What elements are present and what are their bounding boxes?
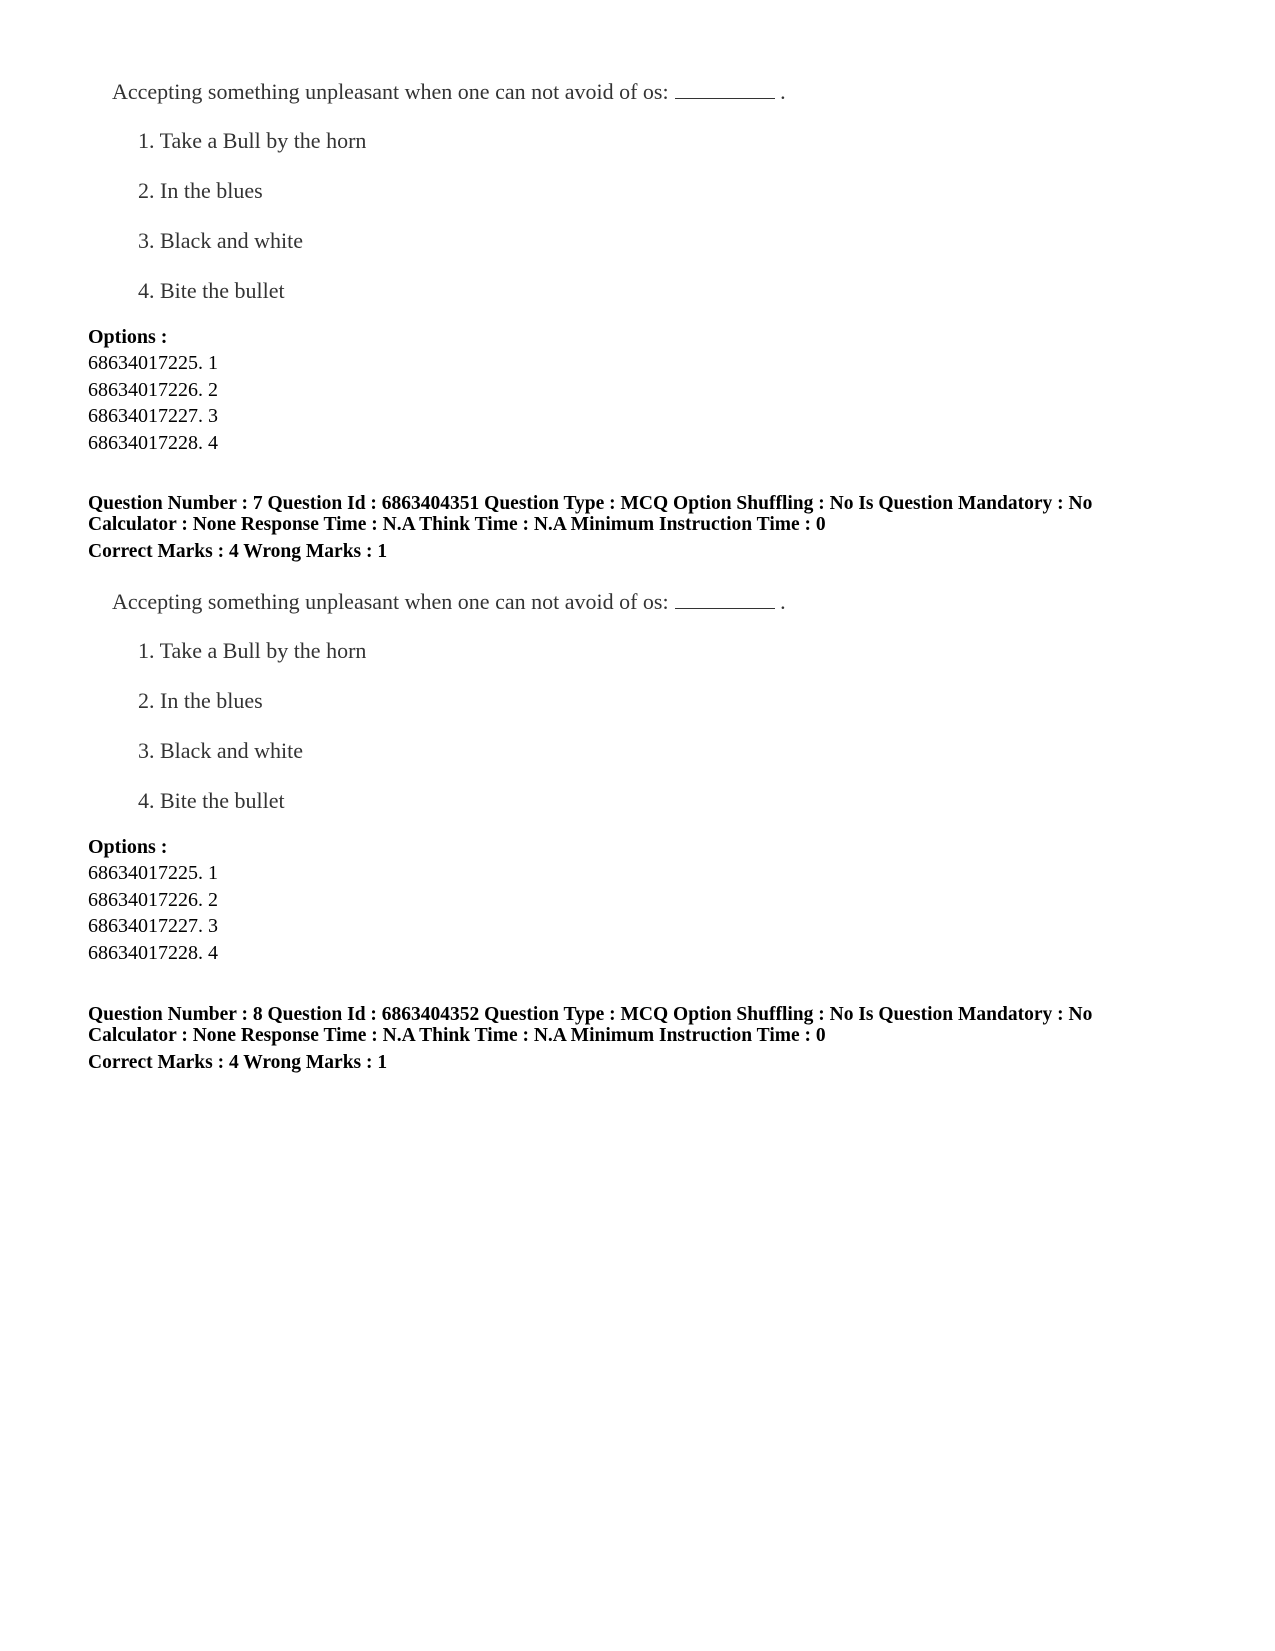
question-stem	[112, 588, 912, 616]
question-8-marks: Correct Marks : 4 Wrong Marks : 1	[88, 1052, 388, 1073]
choice-item: 1. Take a Bull by the horn	[138, 638, 367, 663]
option-item: 68634017226. 2	[88, 378, 218, 401]
question-meta-line: Calculator : None Response Time : N.A Think Time : N.A Minimum Instruction Time : 0	[88, 514, 826, 535]
question-stem-end: .	[780, 589, 786, 614]
question-meta-line: Question Number : 7 Question Id : 6863404351 Question Type : MCQ Option Shuffling : No Is Question Mandatory : No	[88, 493, 1093, 514]
question-stem	[112, 78, 912, 106]
choice-item: 2. In the blues	[138, 178, 263, 203]
option-item: 68634017226. 2	[88, 888, 218, 911]
question-stem-text: Accepting something unpleasant when one can not avoid of os:	[112, 79, 669, 104]
option-item: 68634017227. 3	[88, 405, 218, 427]
answer-blank	[675, 80, 775, 99]
options-list	[88, 860, 218, 966]
question-6-image	[112, 78, 912, 303]
question-8-meta	[88, 1004, 1208, 1046]
options-heading: Options :	[88, 326, 168, 348]
option-item: 68634017225. 1	[88, 352, 218, 374]
choice-item: 4. Bite the bullet	[138, 278, 285, 303]
choice-item: 1. Take a Bull by the horn	[138, 128, 367, 153]
option-item: 68634017228. 4	[88, 941, 218, 964]
choice-item: 4. Bite the bullet	[138, 788, 285, 813]
question-stem-text: Accepting something unpleasant when one can not avoid of os:	[112, 589, 669, 614]
choice-item: 2. In the blues	[138, 688, 263, 713]
question-7-marks: Correct Marks : 4 Wrong Marks : 1	[88, 541, 388, 562]
option-item: 68634017225. 1	[88, 862, 218, 884]
question-7-meta	[88, 493, 1208, 535]
option-item: 68634017227. 3	[88, 915, 218, 937]
options-list	[88, 350, 218, 456]
option-item: 68634017228. 4	[88, 431, 218, 454]
choice-item: 3. Black and white	[138, 228, 303, 253]
question-stem-end: .	[780, 79, 786, 104]
question-meta-line: Calculator : None Response Time : N.A Think Time : N.A Minimum Instruction Time : 0	[88, 1025, 826, 1046]
question-7-image	[112, 588, 912, 813]
choice-item: 3. Black and white	[138, 738, 303, 763]
question-meta-line: Question Number : 8 Question Id : 6863404352 Question Type : MCQ Option Shuffling : No Is Question Mandatory : No	[88, 1004, 1093, 1025]
answer-blank	[675, 590, 775, 609]
options-heading: Options :	[88, 836, 168, 858]
